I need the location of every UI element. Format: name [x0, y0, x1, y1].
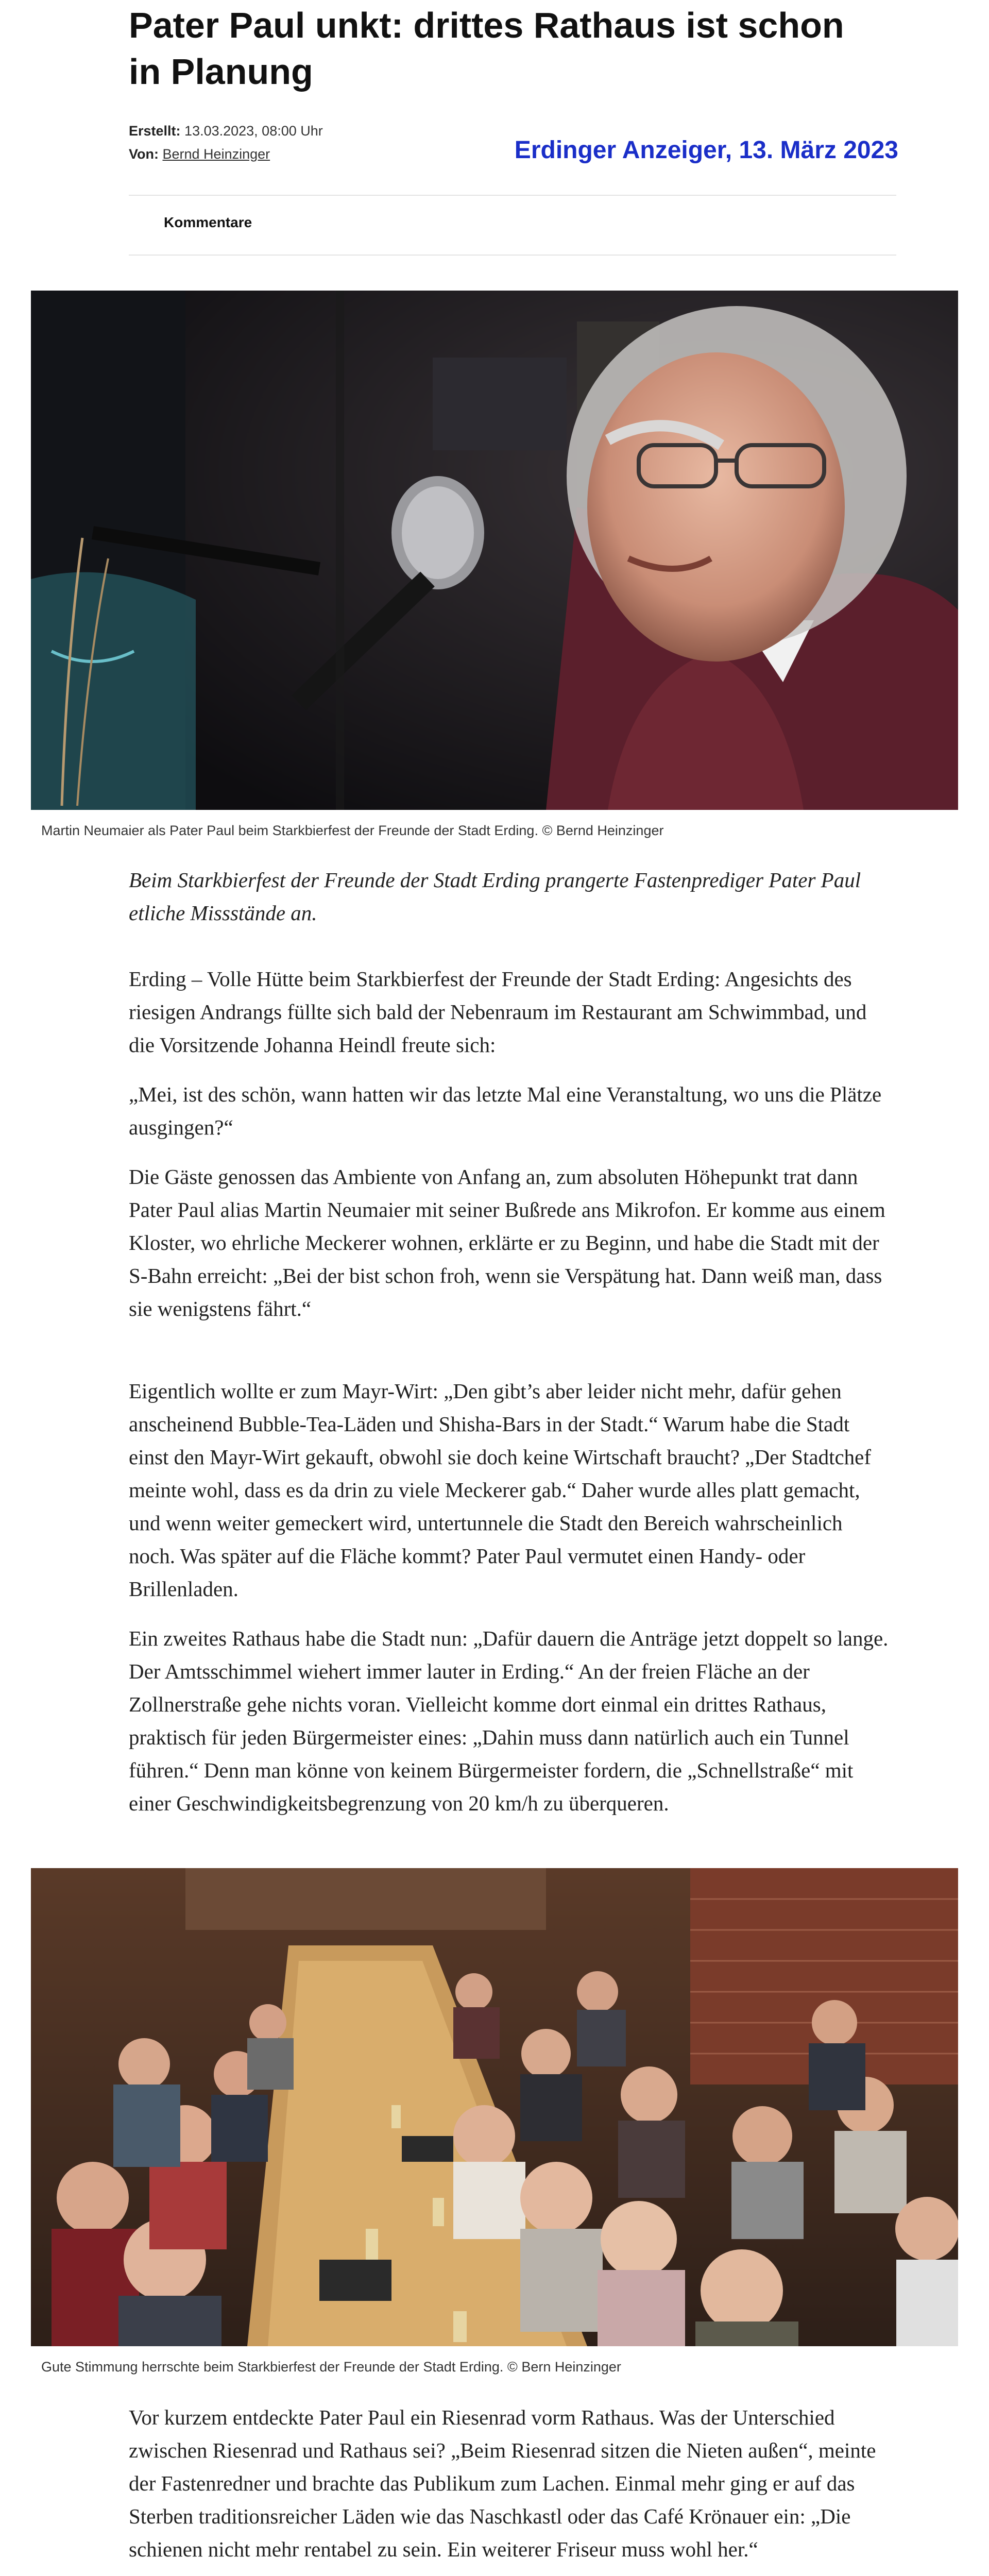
crowd-photo — [31, 1868, 958, 2346]
portrait-photo — [31, 291, 958, 810]
body-paragraph: Eigentlich wollte er zum Mayr-Wirt: „Den gibt’s aber leider nicht mehr, dafür gehen anscheinend Bubble-Tea-Läden und Shisha-Bars in der Stadt.“ Warum habe die Stadt einst den Mayr-Wirt gekauft, obwohl sie doch keine Wirtschaft braucht? „Der Stadtchef meinte wohl, dass es da drin zu viele Meckerer gab.“ Daher wurde alles platt gemacht, und wenn weiter gemeckert wird, untertunnele die Stadt den Bereich wahrscheinlich noch. Was später auf die Fläche kommt? Pater Paul vermutet einen Handy- oder Brillenladen. — [129, 1379, 872, 1601]
divider-bottom — [129, 255, 896, 256]
created-date: 13.03.2023, 08:00 Uhr — [184, 123, 323, 139]
portrait-caption: Martin Neumaier als Pater Paul beim Starkbierfest der Freunde der Stadt Erding. © Bernd Heinzinger — [41, 823, 664, 838]
article-body-part-1 — [129, 863, 891, 1820]
author-line — [129, 143, 520, 166]
source-note: Erdinger Anzeiger, 13. März 2023 — [514, 137, 898, 164]
created-line — [129, 120, 520, 143]
article-meta — [129, 120, 520, 166]
body-paragraph: Die Gäste genossen das Ambiente von Anfang an, zum absoluten Höhepunkt trat dann Pater Paul alias Martin Neumaier mit seiner Bußrede ans Mikrofon. Er komme aus einem Kloster, wo ehrliche Meckerer wohnen, erklärte er zu Beginn, und habe die Stadt mit der S-Bahn erreicht: „Bei der bist schon froh, wenn sie Verspätung hat. Dann weiß man, dass sie wenigstens fährt.“ — [129, 1165, 885, 1320]
comments-tab[interactable]: Kommentare — [164, 214, 252, 230]
quote-paragraph: „Mei, ist des schön, wann hatten wir das letzte Mal eine Veranstaltung, wo uns die Plätze ausgingen?“ — [129, 1082, 882, 1139]
author-link[interactable]: Bernd Heinzinger — [162, 146, 270, 162]
lead-paragraph: Beim Starkbierfest der Freunde der Stadt Erding prangerte Fastenprediger Pater Paul etliche Missstände an. — [129, 868, 861, 925]
author-label: Von: — [129, 146, 159, 162]
crowd-caption: Gute Stimmung herrschte beim Starkbierfest der Freunde der Stadt Erding. © Bern Heinzinger — [41, 2359, 621, 2375]
article-title: Pater Paul unkt: drittes Rathaus ist schon in Planung — [129, 5, 844, 92]
article-body-part-2 — [129, 2401, 891, 2576]
body-paragraph: Vor kurzem entdeckte Pater Paul ein Riesenrad vorm Rathaus. Was der Unterschied zwischen Riesenrad und Rathaus sei? „Beim Riesenrad sitzen die Nieten außen“, meinte der Fastenredner und brachte das Publikum zum Lachen. Einmal mehr ging er auf das Sterben traditionsreicher Läden wie das Naschkastl oder das Café Krönauer ein: „Die schienen nicht mehr rentabel zu sein. Ein weiterer Friseur muss wohl her.“ — [129, 2405, 876, 2561]
body-paragraph: Erding – Volle Hütte beim Starkbierfest der Freunde der Stadt Erding: Angesichts des riesigen Andrangs füllte sich bald der Nebenraum im Restaurant am Schwimmbad, und die Vorsitzende Johanna Heindl freute sich: — [129, 967, 867, 1057]
portrait-photo-icon — [31, 291, 958, 810]
body-paragraph: Ein zweites Rathaus habe die Stadt nun: „Dafür dauern die Anträge jetzt doppelt so lange. Der Amtsschimmel wiehert immer lauter in Erding.“ An der freien Fläche an der Zollnerstraße gehe nichts voran. Vielleicht komme dort einmal ein drittes Rathaus, praktisch für jeden Bürgermeister eines: „Dahin muss dann natürlich auch ein Tunnel führen.“ Denn man könne von keinem Bürgermeister fordern, die „Schnellstraße“ mit einer Geschwindigkeitsbegrenzung von 20 km/h zu überqueren. — [129, 1626, 889, 1815]
created-label: Erstellt: — [129, 123, 181, 139]
crowd-photo-icon — [31, 1868, 958, 2346]
divider-top — [129, 195, 896, 196]
